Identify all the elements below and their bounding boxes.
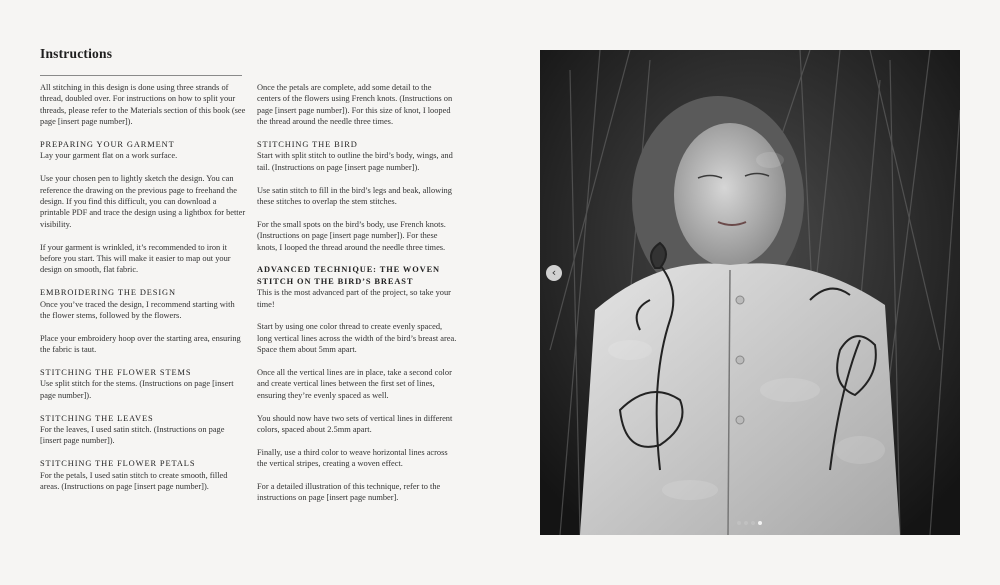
section-heading: STITCHING THE FLOWER PETALS — [40, 459, 196, 469]
paragraph: Once all the vertical lines are in place, take a second color and create vertical lines between the first set of lines, ensuring they’re evenly spaced as well. — [257, 368, 452, 400]
paragraph: Use your chosen pen to lightly sketch the design. You can reference the drawing on the previous page to freehand the design. If you find this difficult, you can download a printable PDF and trace the design using a lightbox for better visibility. — [40, 174, 246, 229]
carousel-dot[interactable] — [737, 521, 741, 525]
photo-illustration — [540, 50, 960, 535]
paragraph: For a detailed illustration of this technique, refer to the instructions on page [insert page number]. — [257, 482, 441, 503]
instructions-left-column — [40, 82, 246, 504]
section-heading: PREPARING YOUR GARMENT — [40, 140, 175, 150]
paragraph: Finally, use a third color to weave horizontal lines across the vertical stripes, creating a woven effect. — [257, 447, 448, 469]
title-divider — [40, 75, 242, 76]
page-title: Instructions — [40, 46, 113, 61]
instructions-right-column — [257, 82, 457, 515]
paragraph: Lay your garment flat on a work surface. — [40, 151, 178, 161]
carousel-dot[interactable] — [751, 521, 755, 525]
paragraph: If your garment is wrinkled, it’s recommended to iron it before you start. This will make it easier to map out your design on smooth, flat fabric. — [40, 242, 231, 275]
paragraph: You should now have two sets of vertical lines in different colors, spaced about 2.5mm apart. — [257, 413, 453, 435]
section-heading: STITCHING THE LEAVES — [40, 413, 154, 423]
paragraph: This is the most advanced part of the project, so take your time! — [257, 288, 451, 309]
paragraph: For the small spots on the bird’s body, use French knots. (Instructions on page [insert page number]). For these knots, I looped the thread around the needle three times. — [257, 219, 446, 252]
section-heading: ADVANCED TECHNIQUE: THE WOVEN STITCH ON THE BIRD’S BREAST — [257, 265, 441, 286]
carousel-prev-button[interactable] — [546, 265, 562, 281]
carousel-dot[interactable] — [758, 521, 762, 525]
paragraph: Use split stitch for the stems. (Instructions on page [insert page number]). — [40, 379, 234, 400]
paragraph: For the petals, I used satin stitch to create smooth, filled areas. (Instructions on page [insert page number]). — [40, 470, 228, 492]
paragraph: Start with split stitch to outline the bird’s body, wings, and tail. (Instructions on page [insert page number]). — [257, 151, 453, 172]
carousel-photo — [540, 50, 960, 535]
carousel-pagination — [737, 521, 762, 525]
paragraph: Once the petals are complete, add some detail to the centers of the flowers using French knots. (Instructions on page [insert page number]). For this size of knot, I looped the thread around the needle three times. — [257, 83, 453, 127]
paragraph: For the leaves, I used satin stitch. (Instructions on page [insert page number]). — [40, 425, 225, 446]
paragraph: Place your embroidery hoop over the starting area, ensuring the fabric is taut. — [40, 333, 241, 355]
section-heading: EMBROIDERING THE DESIGN — [40, 288, 176, 298]
paragraph: All stitching in this design is done using three strands of thread, doubled over. For instructions on how to split your threads, please refer to the Materials section of this book (see page [insert page number]). — [40, 83, 246, 127]
paragraph: Start by using one color thread to create evenly spaced, long vertical lines across the width of the bird’s breast area. Space them about 5mm apart. — [257, 322, 457, 355]
section-heading: STITCHING THE BIRD — [257, 140, 358, 150]
section-heading: STITCHING THE FLOWER STEMS — [40, 368, 192, 378]
paragraph: Once you’ve traced the design, I recommend starting with the flower stems, followed by the flowers. — [40, 299, 235, 321]
paragraph: Use satin stitch to fill in the bird’s legs and beak, allowing these stitches to overlap the stem stitches. — [257, 185, 452, 207]
carousel-dot[interactable] — [744, 521, 748, 525]
chevron-left-icon: ‹ — [551, 266, 557, 279]
